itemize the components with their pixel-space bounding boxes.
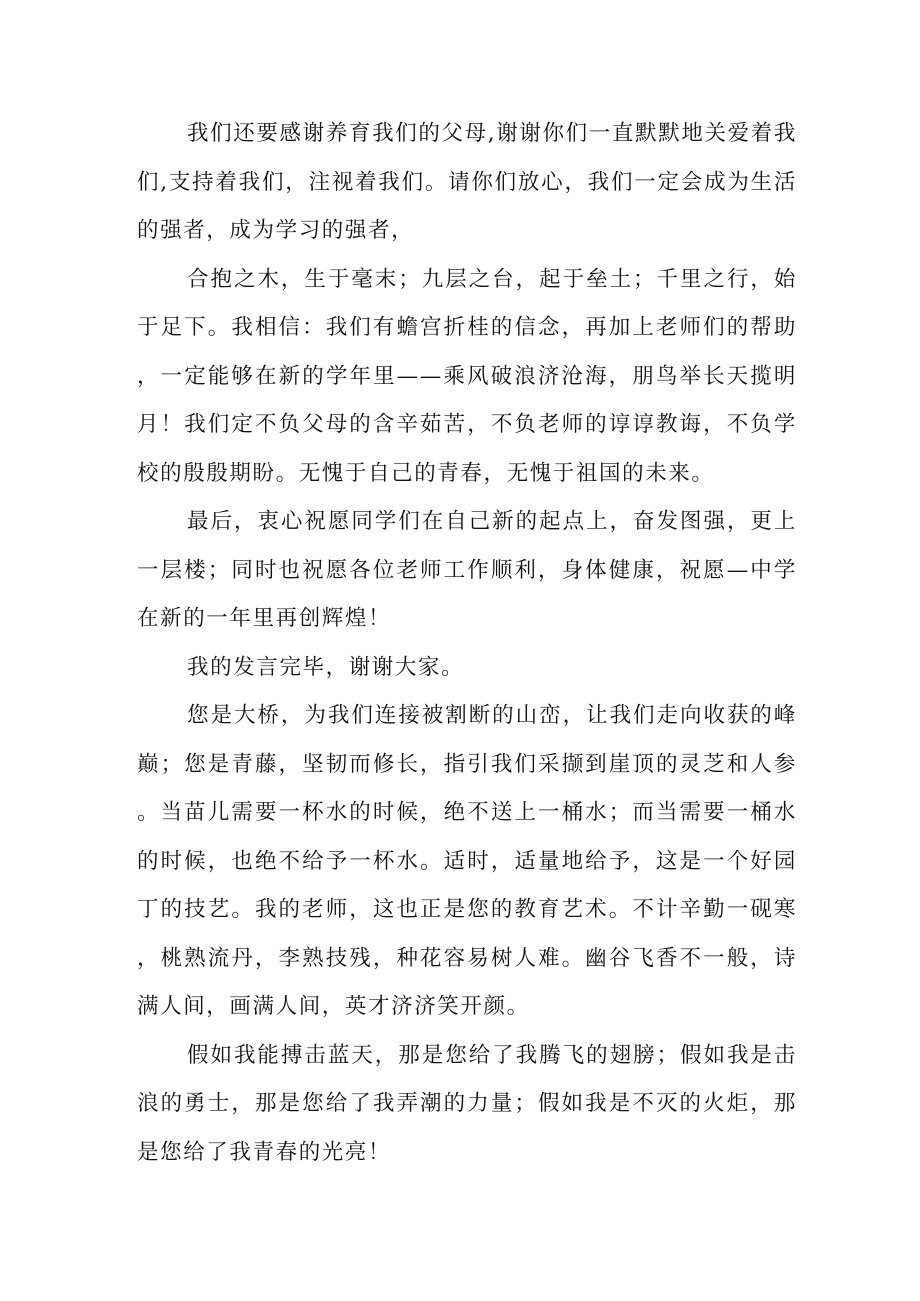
document-body bbox=[137, 110, 797, 1177]
paragraph-speech-end: 我的发言完毕，谢谢大家。 bbox=[187, 654, 465, 680]
paragraph-proverb-belief: 合抱之木，生于毫末；九层之台，起于垒土；千里之行，始于足下。我相信：我们有蟾宫折桂的信念，再加上老师们的帮助，一定能够在新的学年里——乘风破浪济沧海，朋鸟举长天揽明月！我们定不负父母的含辛茹苦，不负老师的谆谆教诲，不负学校的殷殷期盼。无愧于自己的青春，无愧于祖国的未来。 bbox=[137, 266, 797, 486]
paragraph-teacher-wings: 假如我能搏击蓝天，那是您给了我腾飞的翅膀；假如我是击浪的勇士，那是您给了我弄潮的力量；假如我是不灭的火炬，那是您给了我青春的光亮！ bbox=[137, 1042, 797, 1165]
paragraph-thanks-parents: 我们还要感谢养育我们的父母,谢谢你们一直默默地关爱着我们,支持着我们，注视着我们。请你们放心，我们一定会成为生活的强者，成为学习的强者， bbox=[137, 121, 797, 243]
paragraph-closing-wishes: 最后，衷心祝愿同学们在自己新的起点上，奋发图强，更上一层楼；同时也祝愿各位老师工作顺利，身体健康，祝愿—中学在新的一年里再创辉煌！ bbox=[137, 509, 797, 631]
paragraph-teacher-bridge: 您是大桥，为我们连接被割断的山峦，让我们走向收获的峰巅；您是青藤，坚韧而修长，指引我们采撷到崖顶的灵芝和人参。当苗儿需要一杯水的时候，绝不送上一桶水；而当需要一桶水的时候，也绝不给予一杯水。适时，适量地给予，这是一个好园丁的技艺。我的老师，这也正是您的教育艺术。不计辛勤一砚寒，桃熟流丹，李熟技残，种花容易树人难。幽谷飞香不一般，诗满人间，画满人间，英才济济笑开颜。 bbox=[137, 703, 797, 1019]
